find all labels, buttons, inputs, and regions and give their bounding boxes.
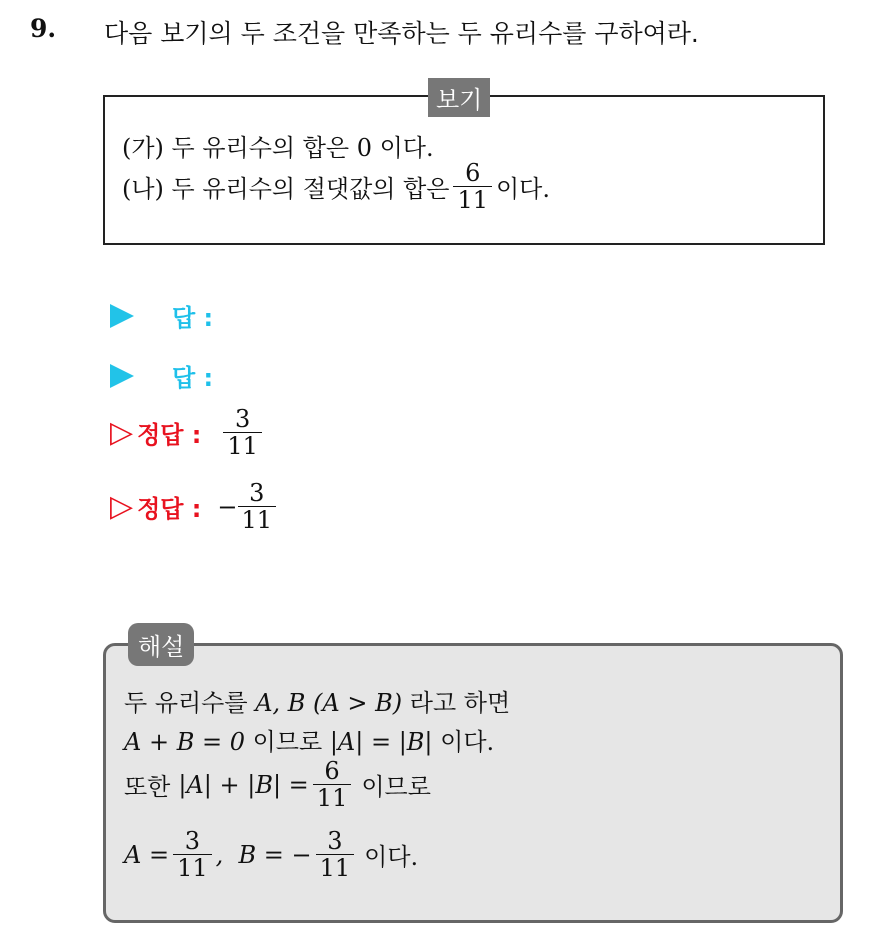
bogi-condition-2-suffix: 이다.	[496, 175, 550, 204]
bogi-fraction-denominator: 11	[453, 186, 492, 213]
correct-answer-sign-2: −	[217, 492, 238, 521]
bogi-condition-2-text: (나) 두 유리수의 절댓값의 합은	[122, 175, 450, 204]
haesul-line-4-denominator-b: 11	[316, 854, 355, 881]
correct-answer-label-2: 정답 :	[137, 495, 202, 524]
answer-label-2: 답 :	[172, 364, 214, 392]
correct-answer-row-2	[110, 480, 280, 534]
correct-answer-denominator-1: 11	[223, 432, 262, 459]
haesul-label: 해설	[128, 623, 194, 666]
answer-row-2	[110, 358, 213, 393]
correct-answer-row-1	[110, 406, 266, 460]
answer-row-1	[110, 298, 213, 333]
bogi-condition-1: (가) 두 유리수의 합은 0 이다.	[122, 134, 434, 162]
haesul-line-4-fraction-b	[316, 828, 355, 882]
correct-answer-fraction-1	[223, 406, 262, 460]
haesul-line-1-text: 두 유리수를	[124, 689, 248, 717]
play-triangle-icon	[110, 304, 134, 328]
correct-answer-fraction-2	[238, 480, 277, 534]
question-number: 9.	[30, 14, 57, 43]
haesul-line-1-suffix: 라고 하면	[409, 689, 511, 717]
haesul-line-4-suffix: 이다.	[364, 843, 419, 872]
haesul-line-4-fraction-a	[173, 828, 212, 882]
question-text: 다음 보기의 두 조건을 만족하는 두 유리수를 구하여라.	[104, 19, 699, 48]
outline-triangle-icon: ▷	[110, 489, 134, 525]
haesul-line-4-numerator-a: 3	[184, 827, 200, 855]
play-triangle-icon	[110, 364, 134, 388]
haesul-line-3-suffix: 이므로	[361, 773, 431, 802]
haesul-line-3-numerator: 6	[324, 757, 340, 785]
bogi-fraction	[453, 160, 492, 214]
correct-answer-denominator-2: 11	[238, 506, 277, 533]
haesul-line-2	[124, 722, 494, 757]
correct-answer-label-1: 정답 :	[137, 421, 202, 450]
haesul-line-2-text-1: 이므로	[252, 728, 323, 756]
haesul-line-4-b: , B = −	[215, 840, 312, 869]
haesul-line-4	[124, 828, 418, 882]
correct-answer-numerator-2: 3	[249, 479, 265, 507]
haesul-line-4-numerator-b: 3	[327, 827, 343, 855]
haesul-line-1	[124, 683, 510, 718]
haesul-line-3-math: |A| + |B| =	[178, 770, 309, 799]
haesul-line-3	[124, 758, 431, 812]
haesul-line-4-denominator-a: 11	[173, 854, 212, 881]
haesul-line-2-math-2: |A| = |B|	[329, 728, 433, 756]
haesul-line-1-math: A, B (A > B)	[255, 689, 403, 717]
bogi-label: 보기	[428, 78, 490, 117]
answer-label-1: 답 :	[172, 304, 214, 332]
haesul-line-2-text-2: 이다.	[440, 728, 495, 756]
bogi-fraction-numerator: 6	[465, 159, 481, 187]
haesul-line-2-math-1: A + B = 0	[124, 728, 245, 756]
correct-answer-numerator-1: 3	[235, 405, 251, 433]
haesul-line-3-fraction	[313, 758, 352, 812]
haesul-line-4-a: A =	[124, 840, 170, 869]
outline-triangle-icon: ▷	[110, 415, 134, 451]
haesul-line-3-denominator: 11	[313, 784, 352, 811]
bogi-condition-2	[122, 160, 550, 214]
haesul-line-3-text: 또한	[124, 773, 171, 802]
